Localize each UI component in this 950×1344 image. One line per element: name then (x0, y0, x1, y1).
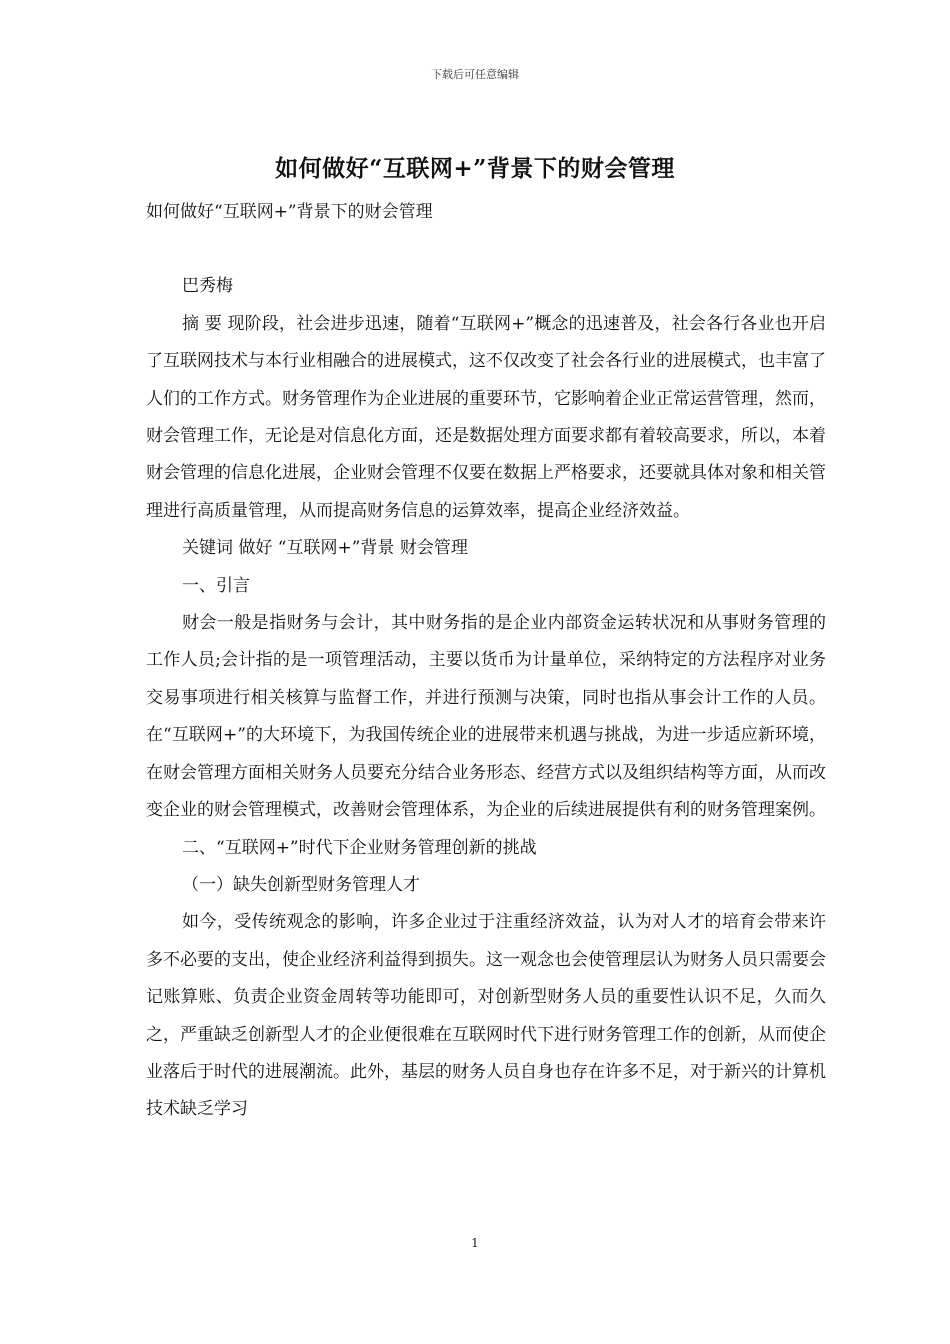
keywords-line: 关键词 做好 “互联网+”背景 财会管理 (182, 538, 468, 559)
section-heading-introduction: 一、引言 (182, 575, 250, 596)
body-paragraph: 财会一般是指财务与会计，其中财务指的是企业内部资金运转状况和从事财务管理的工作人员;会计指的是一项管理活动，主要以货币为计量单位，采纳特定的方法程序对业务交易事项进行相关核算与监督工作，并进行预测与决策，同时也指从事会计工作的人员。在“互联网+”的大环境下，为我国传统企业的进展带来机遇与挑战，为进一步适应新环境，在财会管理方面相关财务人员要充分结合业务形态、经营方式以及组织结构等方面，从而改变企业的财会管理模式，改善财会管理体系，为企业的后续进展提供有利的财务管理案例。 (146, 613, 826, 821)
subsection-heading: （一）缺失创新型财务管理人才 (182, 874, 420, 895)
document-body (146, 194, 826, 1129)
document-subtitle: 如何做好“互联网+”背景下的财会管理 (146, 202, 433, 222)
author-name: 巴秀梅 (182, 276, 233, 297)
header-note: 下载后可任意编辑 (431, 68, 519, 81)
body-paragraph: 如今，受传统观念的影响，许多企业过于注重经济效益，认为对人才的培育会带来许多不必要的支出，使企业经济利益得到损失。这一观念也会使管理层认为财务人员只需要会记账算账、负责企业资金周转等功能即可，对创新型财务人员的重要性认识不足，久而久之，严重缺乏创新型人才的企业便很难在互联网时代下进行财务管理工作的创新，从而使企业落后于时代的进展潮流。此外，基层的财务人员自身也存在许多不足，对于新兴的计算机技术缺乏学习 (146, 912, 826, 1120)
document-title: 如何做好“互联网+”背景下的财会管理 (275, 155, 675, 182)
abstract-paragraph: 摘 要 现阶段，社会进步迅速，随着“互联网+”概念的迅速普及，社会各行各业也开启了互联网技术与本行业相融合的进展模式，这不仅改变了社会各行业的进展模式，也丰富了人们的工作方式。财务管理作为企业进展的重要环节，它影响着企业正常运营管理，然而，财会管理工作，无论是对信息化方面，还是数据处理方面要求都有着较高要求，所以，本着财会管理的信息化进展，企业财会管理不仅要在数据上严格要求，还要就具体对象和相关管理进行高质量管理，从而提高财务信息的运算效率，提高企业经济效益。 (146, 313, 826, 521)
page-number: 1 (471, 1236, 479, 1250)
section-heading-challenges: 二、“互联网+”时代下企业财务管理创新的挑战 (182, 837, 537, 858)
blank-line (146, 231, 826, 268)
